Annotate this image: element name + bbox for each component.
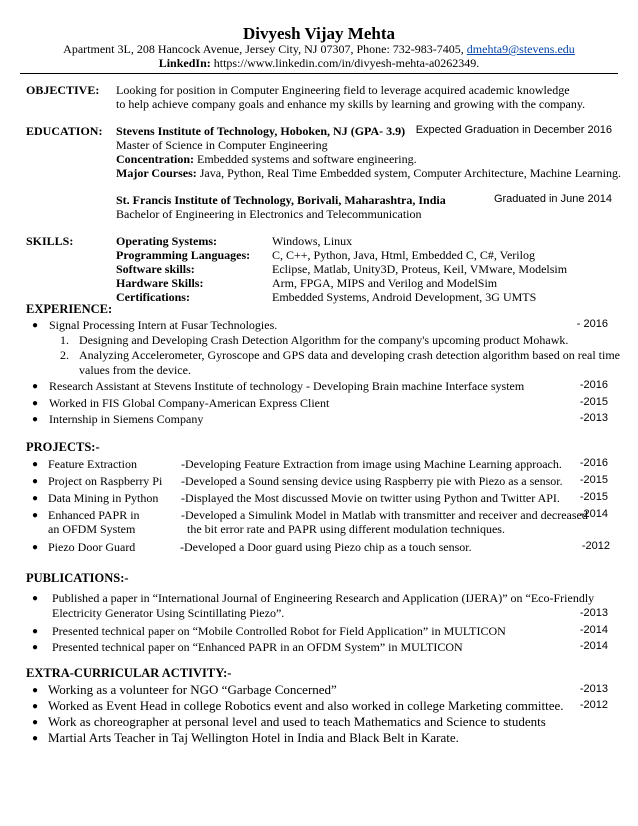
publication-date: -2013 <box>579 607 608 619</box>
project-date: -2015 <box>579 474 608 486</box>
school-1: Stevens Institute of Technology, Hoboken, NJ (GPA- 3.9) <box>116 124 406 138</box>
activity-item: Martial Arts Teacher in Taj Wellington Hotel in India and Black Belt in Karate. <box>48 730 459 745</box>
sub-number: 2. <box>60 348 69 362</box>
activity-date: -2013 <box>579 683 608 695</box>
project-name: Enhanced PAPR in <box>48 508 140 522</box>
project-desc: -Developed a Door guard using Piezo chip as a touch sensor. <box>180 540 472 554</box>
bullet-icon: ● <box>32 642 39 653</box>
concentration-line <box>116 152 417 167</box>
experience-date: -2015 <box>579 396 608 408</box>
bullet-icon: ● <box>32 459 39 470</box>
project-name: Data Mining in Python <box>48 491 159 505</box>
education-heading: EDUCATION: <box>26 124 103 138</box>
activity-item: Worked as Event Head in college Robotics event and also worked in college Marketing committee. <box>48 698 564 713</box>
skill-key: Certifications: <box>116 290 190 304</box>
experience-item: Worked in FIS Global Company-American Express Client <box>49 396 330 410</box>
experience-date: -2016 <box>579 379 608 391</box>
experience-subitem: Analyzing Accelerometer, Gyroscope and GPS data and developing crash detection algorithm based on real time <box>79 348 621 362</box>
activity-date: -2012 <box>579 699 608 711</box>
linkedin-label: LinkedIn: <box>158 56 211 70</box>
project-name: Piezo Door Guard <box>48 540 136 554</box>
bullet-icon: ● <box>32 593 39 604</box>
experience-date: -2013 <box>579 412 608 424</box>
bullet-icon: ● <box>32 320 39 331</box>
skill-value: Arm, FPGA, MIPS and Verilog and ModelSim <box>272 276 498 290</box>
projects-heading: PROJECTS:- <box>26 440 100 454</box>
experience-item: Internship in Siemens Company <box>49 412 204 426</box>
skill-value: Windows, Linux <box>272 234 353 248</box>
experience-heading: EXPERIENCE: <box>26 302 113 316</box>
header-divider <box>20 73 618 74</box>
bullet-icon: ● <box>32 542 39 553</box>
publication-item-cont: Electricity Generator Using Scintillating Piezo”. <box>52 606 285 620</box>
publication-item: Presented technical paper on “Enhanced PAPR in an OFDM System” in MULTICON <box>52 640 463 654</box>
school-2-date: Graduated in June 2014 <box>493 193 612 205</box>
skill-key: Hardware Skills: <box>116 276 204 290</box>
skill-key: Software skills: <box>116 262 195 276</box>
objective-line-1: Looking for position in Computer Engineering field to leverage acquired academic knowledge <box>116 83 570 97</box>
courses-value: Java, Python, Real Time Embedded system, Computer Architecture, Machine Learning. <box>199 166 622 180</box>
skill-key: Operating Systems: <box>116 234 217 248</box>
project-name-cont: an OFDM System <box>48 522 136 536</box>
skill-value: Eclipse, Matlab, Unity3D, Proteus, Keil, VMware, Modelsim <box>272 262 568 276</box>
sub-number: 1. <box>60 333 69 347</box>
experience-item: Research Assistant at Stevens Institute of technology - Developing Brain machine Interface system <box>49 379 525 393</box>
experience-date: - 2016 <box>576 318 608 330</box>
project-desc: -Developed a Simulink Model in Matlab with transmitter and receiver and decreased <box>181 508 588 522</box>
resume-name: Divyesh Vijay Mehta <box>242 24 396 43</box>
courses-line <box>116 166 621 181</box>
publication-item: Presented technical paper on “Mobile Controlled Robot for Field Application” in MULTICON <box>52 624 506 638</box>
publication-date: -2014 <box>579 624 608 636</box>
courses-label: Major Courses: <box>116 166 197 180</box>
skill-value: Embedded Systems, Android Development, 3G UMTS <box>272 290 537 304</box>
experience-item: Signal Processing Intern at Fusar Technologies. <box>49 318 278 332</box>
bullet-icon: ● <box>32 414 39 425</box>
activity-item: Working as a volunteer for NGO “Garbage Concerned” <box>48 682 337 697</box>
objective-heading: OBJECTIVE: <box>26 83 100 97</box>
linkedin-line: LinkedIn: https://www.linkedin.com/in/divyesh-mehta-a0262349. <box>158 56 480 70</box>
publications-heading: PUBLICATIONS:- <box>26 571 129 585</box>
publication-date: -2014 <box>579 640 608 652</box>
linkedin-url[interactable]: https://www.linkedin.com/in/divyesh-mehta-a0262349 <box>213 56 477 70</box>
skills-heading: SKILLS: <box>26 234 74 248</box>
project-desc: -Displayed the Most discussed Movie on twitter using Python and Twitter API. <box>181 491 560 505</box>
bullet-icon: ● <box>32 717 39 728</box>
degree-2: Bachelor of Engineering in Electronics and Telecommunication <box>116 207 422 221</box>
school-1-date: Expected Graduation in December 2016 <box>415 124 612 136</box>
bullet-icon: ● <box>32 685 39 696</box>
bullet-icon: ● <box>32 398 39 409</box>
concentration-value: Embedded systems and software engineering. <box>197 152 417 166</box>
degree-1: Master of Science in Computer Engineering <box>116 138 328 152</box>
experience-subitem: Designing and Developing Crash Detection Algorithm for the company's upcoming product Mohawk. <box>79 333 569 347</box>
concentration-label: Concentration: <box>116 152 194 166</box>
bullet-icon: ● <box>32 476 39 487</box>
skill-value: C, C++, Python, Java, Html, Embedded C, C#, Verilog <box>272 248 535 262</box>
bullet-icon: ● <box>32 493 39 504</box>
project-date: -2014 <box>579 508 608 520</box>
activity-item: Work as choreographer at personal level and used to teach Mathematics and Science to students <box>48 714 546 729</box>
school-2: St. Francis Institute of Technology, Borivali, Maharashtra, India <box>116 193 446 207</box>
bullet-icon: ● <box>32 733 39 744</box>
email-link[interactable]: dmehta9@stevens.edu <box>466 42 575 56</box>
project-name: Project on Raspberry Pi <box>48 474 163 488</box>
objective-line-2: to help achieve company goals and enhance my skills by learning and growing with the company. <box>116 97 586 111</box>
project-name: Feature Extraction <box>48 457 137 471</box>
project-date: -2016 <box>579 457 608 469</box>
contact-line <box>0 42 638 57</box>
skill-key: Programming Languages: <box>116 248 251 262</box>
project-desc: -Developing Feature Extraction from image using Machine Learning approach. <box>181 457 562 471</box>
project-desc: -Developed a Sound sensing device using Raspberry pie with Piezo as a sensor. <box>181 474 563 488</box>
experience-subitem-cont: values from the device. <box>79 363 191 377</box>
project-date: -2015 <box>579 491 608 503</box>
project-date: -2012 <box>581 540 610 552</box>
extracurricular-heading: EXTRA-CURRICULAR ACTIVITY:- <box>26 666 232 680</box>
project-desc-cont: the bit error rate and PAPR using different modulation techniques. <box>187 522 505 536</box>
publication-item: Published a paper in “International Journal of Engineering Research and Application (IJERA)” on “Eco-Friendly <box>52 591 595 605</box>
bullet-icon: ● <box>32 701 39 712</box>
bullet-icon: ● <box>32 510 39 521</box>
bullet-icon: ● <box>32 626 39 637</box>
bullet-icon: ● <box>32 381 39 392</box>
address-text: Apartment 3L, 208 Hancock Avenue, Jersey City, NJ 07307, Phone: 732-983-7405, <box>63 42 464 56</box>
